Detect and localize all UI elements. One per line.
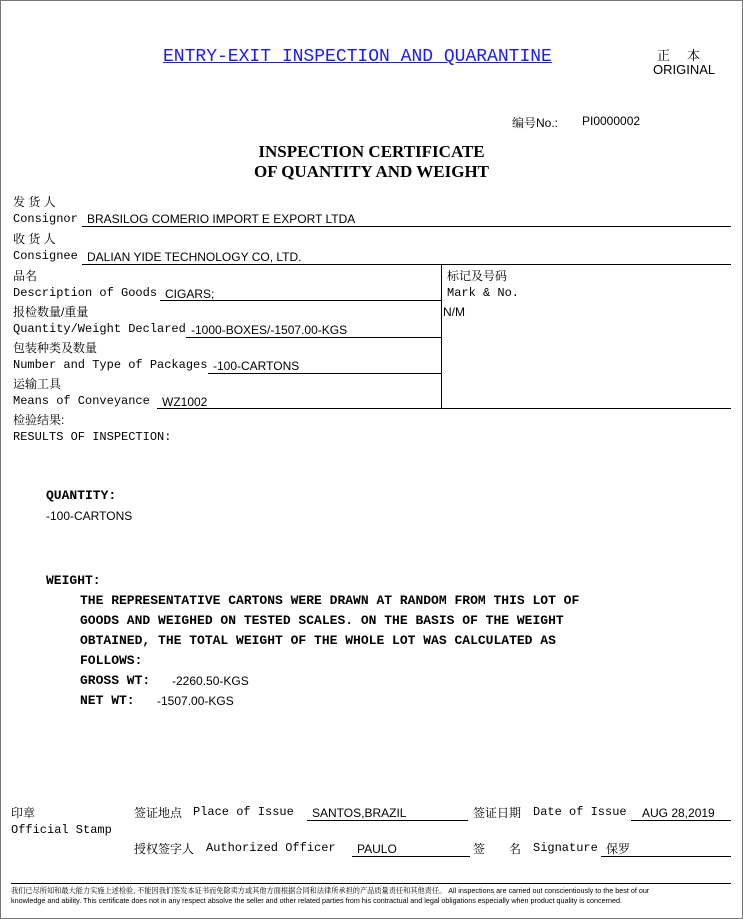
goods-underline	[160, 300, 441, 301]
weight-heading: WEIGHT:	[46, 573, 101, 588]
place-label-en: Place of Issue	[193, 805, 294, 819]
weight-text-line2: GOODS AND WEIGHED ON TESTED SCALES. ON THE BASIS OF THE WEIGHT	[80, 613, 564, 628]
consignor-underline	[82, 226, 731, 227]
gross-weight-value: -2260.50-KGS	[172, 674, 249, 688]
quantity-declared-label-en: Quantity/Weight Declared	[13, 322, 186, 336]
place-label-cn: 签证地点	[134, 806, 183, 820]
consignee-label-en: Consignee	[13, 249, 78, 263]
consignee-value: DALIAN YIDE TECHNOLOGY CO, LTD.	[87, 250, 302, 264]
date-label-cn: 签证日期	[473, 806, 522, 820]
conveyance-value: WZ1002	[162, 395, 208, 409]
packages-value: -100-CARTONS	[213, 359, 300, 373]
certificate-number-label: 编号No.:	[512, 116, 559, 130]
net-weight-label: NET WT:	[80, 693, 135, 708]
conveyance-underline	[157, 408, 441, 409]
signature-underline	[601, 856, 731, 857]
consignee-underline	[82, 264, 731, 265]
officer-label-cn: 授权签字人	[134, 842, 195, 856]
weight-text-line4: FOLLOWS:	[80, 653, 143, 668]
place-underline	[307, 820, 468, 821]
weight-text	[80, 591, 579, 671]
net-weight-value: -1507.00-KGS	[157, 694, 234, 708]
authorized-officer: PAULO	[357, 842, 397, 856]
quantity-result-value: -100-CARTONS	[46, 509, 133, 523]
copy-label-cn: 正 本	[657, 48, 703, 63]
marks-label-en: Mark & No.	[447, 286, 520, 300]
stamp-label-cn: 印章	[11, 806, 36, 820]
marks-value: N/M	[443, 305, 465, 319]
quantity-declared-underline	[186, 337, 441, 338]
results-label-cn: 检验结果:	[13, 413, 65, 427]
agency-title: ENTRY-EXIT INSPECTION AND QUARANTINE	[163, 47, 552, 67]
goods-label-cn: 品名	[13, 269, 38, 283]
weight-text-line1: THE REPRESENTATIVE CARTONS WERE DRAWN AT RANDOM FROM THIS LOT OF	[80, 593, 580, 608]
consignor-label-cn: 发 货 人	[13, 195, 56, 209]
certificate-title	[0, 142, 743, 182]
disclaimer-line2: knowledge and ability. This certificate does not in any respect absolve the seller and other related parties from his contractual and legal obligations especially when product quality is concerned.	[11, 896, 623, 905]
gross-weight-label: GROSS WT:	[80, 673, 151, 688]
disclaimer	[11, 886, 736, 906]
officer-label-en: Authorized Officer	[206, 841, 336, 855]
copy-label-en: ORIGINAL	[653, 62, 716, 77]
consignee-label-cn: 收 货 人	[13, 232, 56, 246]
certificate-title-line1: INSPECTION CERTIFICATE	[258, 142, 485, 161]
footer-divider	[11, 883, 731, 884]
consignor-label-en: Consignor	[13, 212, 78, 226]
signature-label-en: Signature	[533, 841, 598, 855]
results-label-en: RESULTS OF INSPECTION:	[13, 430, 172, 444]
signature-value: 保罗	[606, 842, 631, 856]
officer-underline	[352, 856, 470, 857]
date-underline	[631, 820, 731, 821]
date-of-issue: AUG 28,2019	[642, 806, 715, 820]
box-bottom-line	[441, 408, 731, 409]
stamp-label-en: Official Stamp	[11, 823, 112, 837]
marks-label-cn: 标记及号码	[447, 269, 508, 283]
conveyance-label-en: Means of Conveyance	[13, 394, 150, 408]
certificate-title-line2: OF QUANTITY AND WEIGHT	[253, 162, 490, 181]
quantity-declared-label-cn: 报检数量/重量	[13, 305, 89, 319]
quantity-declared-value: -1000-BOXES/-1507.00-KGS	[191, 323, 348, 337]
weight-text-line3: OBTAINED, THE TOTAL WEIGHT OF THE WHOLE LOT WAS CALCULATED AS	[80, 633, 556, 648]
consignor-value: BRASILOG COMERIO IMPORT E EXPORT LTDA	[87, 212, 356, 226]
place-of-issue: SANTOS,BRAZIL	[312, 806, 407, 820]
packages-label-cn: 包装种类及数量	[13, 341, 98, 355]
packages-underline	[208, 373, 441, 374]
certificate-number: PI0000002	[582, 114, 641, 128]
goods-value: CIGARS;	[165, 287, 215, 301]
disclaimer-line1: 我们已尽所知和最大能力实施上述检验, 不能因我们签发本证书而免除卖方或其他方面根据合同和法律所承担的产品质量责任和其他责任。 All inspections are carried out conscientiously to the best of our	[11, 886, 650, 895]
goods-marks-divider	[441, 264, 442, 409]
date-label-en: Date of Issue	[533, 805, 627, 819]
conveyance-label-cn: 运输工具	[13, 377, 62, 391]
packages-label-en: Number and Type of Packages	[13, 358, 208, 372]
quantity-heading: QUANTITY:	[46, 488, 117, 503]
signature-label-cn: 签 名	[473, 842, 522, 856]
goods-label-en: Description of Goods	[13, 286, 158, 300]
